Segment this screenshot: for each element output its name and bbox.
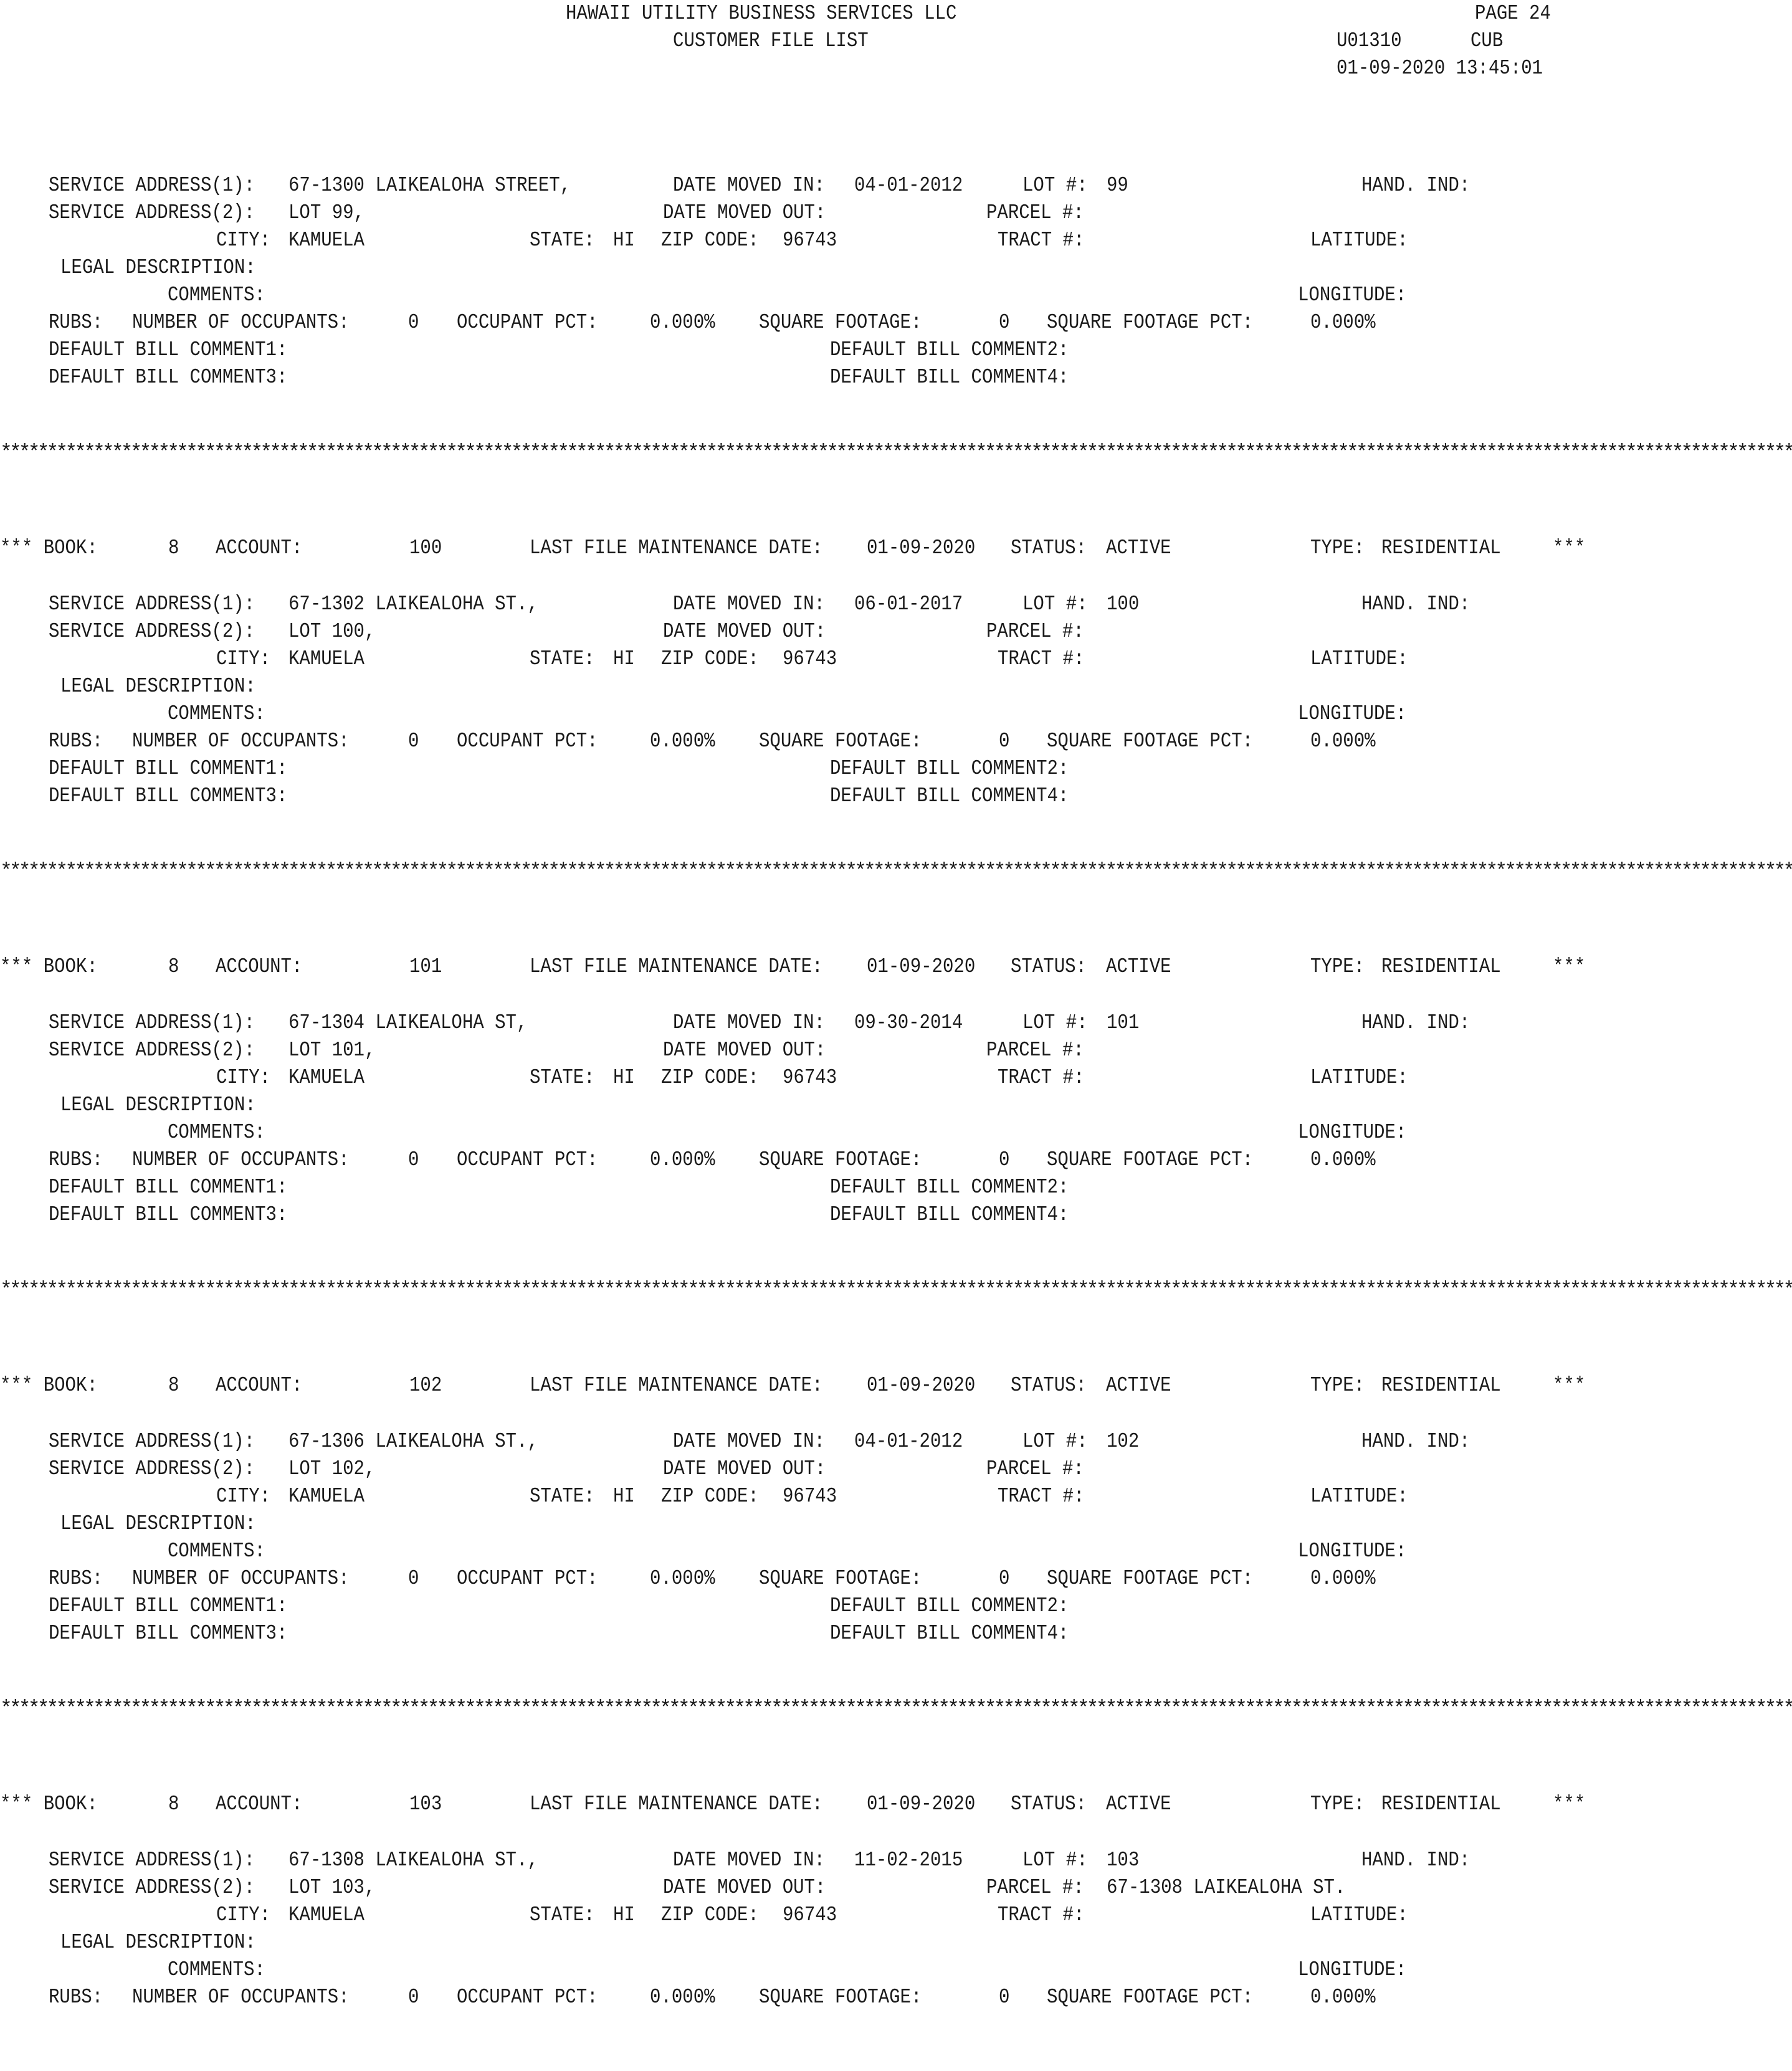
service-address-2-value: LOT 100,	[288, 620, 376, 643]
default-bill-comment4-label: DEFAULT BILL COMMENT4:	[830, 1622, 1069, 1645]
status-value: ACTIVE	[1106, 955, 1171, 978]
lot-value: 100	[1107, 593, 1140, 616]
zip-code-value: 96743	[783, 1485, 837, 1508]
default-bill-comment4-label: DEFAULT BILL COMMENT4:	[830, 784, 1069, 807]
zip-code-value: 96743	[783, 229, 837, 252]
account-value: 100	[409, 536, 442, 559]
default-bill-comment1-label: DEFAULT BILL COMMENT1:	[49, 1594, 288, 1617]
page-number: PAGE 24	[1475, 2, 1551, 25]
square-footage-pct-label: SQUARE FOOTAGE PCT:	[1047, 1567, 1254, 1590]
service-address-1-value: 67-1300 LAIKEALOHA STREET,	[288, 174, 571, 197]
service-address-2-value: LOT 101,	[288, 1039, 376, 1062]
status-label: STATUS:	[1011, 536, 1087, 559]
square-footage-value: 0	[999, 1986, 1010, 2009]
default-bill-comment2-label: DEFAULT BILL COMMENT2:	[830, 1594, 1069, 1617]
type-label: TYPE:	[1310, 955, 1365, 978]
square-footage-value: 0	[999, 1567, 1010, 1590]
book-value: 8	[168, 1792, 179, 1816]
occupants-value: 0	[408, 311, 419, 334]
square-footage-pct-label: SQUARE FOOTAGE PCT:	[1047, 311, 1254, 334]
lot-value: 101	[1107, 1011, 1140, 1034]
type-value: RESIDENTIAL	[1381, 955, 1501, 978]
latitude-label: LATITUDE:	[1310, 229, 1408, 252]
state-label: STATE:	[530, 1903, 595, 1926]
record-separator: *************************************************************************************************************************************************************************************************	[0, 441, 1792, 464]
occupants-label: NUMBER OF OCCUPANTS:	[132, 311, 350, 334]
occupant-pct-label: OCCUPANT PCT:	[457, 311, 598, 334]
legal-description-label: LEGAL DESCRIPTION:	[60, 1512, 256, 1535]
occupant-pct-label: OCCUPANT PCT:	[457, 730, 598, 753]
longitude-label: LONGITUDE:	[1298, 1540, 1407, 1563]
tract-label: TRACT #:	[998, 1485, 1085, 1508]
service-address-1-value: 67-1306 LAIKEALOHA ST.,	[288, 1430, 538, 1453]
date-moved-out-label: DATE MOVED OUT:	[663, 620, 826, 643]
default-bill-comment4-label: DEFAULT BILL COMMENT4:	[830, 1203, 1069, 1226]
tract-label: TRACT #:	[998, 229, 1085, 252]
status-label: STATUS:	[1011, 1792, 1087, 1816]
city-value: KAMUELA	[288, 647, 365, 670]
comments-label: COMMENTS:	[168, 283, 265, 307]
customer-record	[0, 536, 1589, 815]
square-footage-label: SQUARE FOOTAGE:	[759, 1148, 922, 1171]
tract-label: TRACT #:	[998, 1903, 1085, 1926]
type-label: TYPE:	[1310, 536, 1365, 559]
customer-record	[0, 955, 1589, 1234]
hand-ind-label: HAND. IND:	[1361, 174, 1470, 197]
square-footage-pct-value: 0.000%	[1310, 730, 1376, 753]
parcel-value: 67-1308 LAIKEALOHA ST.	[1107, 1876, 1346, 1899]
occupant-pct-label: OCCUPANT PCT:	[457, 1567, 598, 1590]
service-address-1-label: SERVICE ADDRESS(1):	[49, 174, 255, 197]
longitude-label: LONGITUDE:	[1298, 1958, 1407, 1981]
status-value: ACTIVE	[1106, 536, 1171, 559]
book-label: *** BOOK:	[0, 955, 98, 978]
square-footage-value: 0	[999, 1148, 1010, 1171]
tract-label: TRACT #:	[998, 1066, 1085, 1089]
square-footage-label: SQUARE FOOTAGE:	[759, 311, 922, 334]
status-value: ACTIVE	[1106, 1792, 1171, 1816]
square-footage-value: 0	[999, 311, 1010, 334]
occupant-pct-value: 0.000%	[650, 1986, 715, 2009]
date-moved-in-label: DATE MOVED IN:	[673, 1011, 825, 1034]
zip-code-label: ZIP CODE:	[661, 1903, 759, 1926]
square-footage-pct-label: SQUARE FOOTAGE PCT:	[1047, 1148, 1254, 1171]
date-moved-in-label: DATE MOVED IN:	[673, 1849, 825, 1872]
type-value: RESIDENTIAL	[1381, 536, 1501, 559]
date-moved-in-value: 04-01-2012	[854, 1430, 963, 1453]
default-bill-comment3-label: DEFAULT BILL COMMENT3:	[49, 784, 288, 807]
hand-ind-label: HAND. IND:	[1361, 1849, 1470, 1872]
state-value: HI	[613, 1485, 635, 1508]
state-label: STATE:	[530, 229, 595, 252]
company-name: HAWAII UTILITY BUSINESS SERVICES LLC	[566, 2, 957, 25]
occupants-value: 0	[408, 1567, 419, 1590]
latitude-label: LATITUDE:	[1310, 1903, 1408, 1926]
latitude-label: LATITUDE:	[1310, 647, 1408, 670]
city-label: CITY:	[216, 647, 271, 670]
date-moved-out-label: DATE MOVED OUT:	[663, 1039, 826, 1062]
longitude-label: LONGITUDE:	[1298, 1121, 1407, 1144]
account-label: ACCOUNT:	[216, 536, 303, 559]
zip-code-label: ZIP CODE:	[661, 1066, 759, 1089]
state-value: HI	[613, 1903, 635, 1926]
square-footage-pct-label: SQUARE FOOTAGE PCT:	[1047, 730, 1254, 753]
default-bill-comment3-label: DEFAULT BILL COMMENT3:	[49, 1203, 288, 1226]
square-footage-value: 0	[999, 730, 1010, 753]
last-maintenance-value: 01-09-2020	[867, 1374, 976, 1397]
record-separator: *************************************************************************************************************************************************************************************************	[0, 860, 1792, 883]
square-footage-pct-value: 0.000%	[1310, 1986, 1376, 2009]
square-footage-label: SQUARE FOOTAGE:	[759, 1986, 922, 2009]
lot-label: LOT #:	[1022, 593, 1088, 616]
city-label: CITY:	[216, 1066, 271, 1089]
heading-end-stars: ***	[1553, 955, 1586, 978]
date-moved-out-label: DATE MOVED OUT:	[663, 201, 826, 224]
lot-value: 99	[1107, 174, 1128, 197]
date-moved-in-label: DATE MOVED IN:	[673, 593, 825, 616]
rubs-label: RUBS:	[49, 311, 103, 334]
square-footage-pct-value: 0.000%	[1310, 1567, 1376, 1590]
type-label: TYPE:	[1310, 1374, 1365, 1397]
book-label: *** BOOK:	[0, 1792, 98, 1816]
occupants-value: 0	[408, 1148, 419, 1171]
occupant-pct-label: OCCUPANT PCT:	[457, 1986, 598, 2009]
city-value: KAMUELA	[288, 1066, 365, 1089]
status-value: ACTIVE	[1106, 1374, 1171, 1397]
last-maintenance-value: 01-09-2020	[867, 536, 976, 559]
occupant-pct-value: 0.000%	[650, 730, 715, 753]
occupant-pct-value: 0.000%	[650, 1567, 715, 1590]
customer-record	[0, 1374, 1589, 1652]
occupants-label: NUMBER OF OCCUPANTS:	[132, 730, 350, 753]
service-address-2-label: SERVICE ADDRESS(2):	[49, 1457, 255, 1480]
type-value: RESIDENTIAL	[1381, 1792, 1501, 1816]
legal-description-label: LEGAL DESCRIPTION:	[60, 1093, 256, 1116]
square-footage-pct-label: SQUARE FOOTAGE PCT:	[1047, 1986, 1254, 2009]
date-moved-in-value: 04-01-2012	[854, 174, 963, 197]
state-label: STATE:	[530, 1485, 595, 1508]
default-bill-comment2-label: DEFAULT BILL COMMENT2:	[830, 1176, 1069, 1199]
date-moved-in-value: 06-01-2017	[854, 593, 963, 616]
system-code: CUB	[1470, 29, 1504, 52]
customer-record	[0, 1792, 1589, 2071]
customer-record	[0, 172, 1589, 396]
city-label: CITY:	[216, 1485, 271, 1508]
service-address-2-value: LOT 99,	[288, 201, 365, 224]
book-value: 8	[168, 536, 179, 559]
rubs-label: RUBS:	[49, 1567, 103, 1590]
parcel-label: PARCEL #:	[986, 620, 1084, 643]
last-maintenance-label: LAST FILE MAINTENANCE DATE:	[530, 1374, 823, 1397]
city-value: KAMUELA	[288, 229, 365, 252]
service-address-2-value: LOT 103,	[288, 1876, 376, 1899]
date-moved-in-label: DATE MOVED IN:	[673, 174, 825, 197]
occupant-pct-value: 0.000%	[650, 311, 715, 334]
occupants-value: 0	[408, 1986, 419, 2009]
comments-label: COMMENTS:	[168, 1121, 265, 1144]
comments-label: COMMENTS:	[168, 1540, 265, 1563]
default-bill-comment2-label: DEFAULT BILL COMMENT2:	[830, 757, 1069, 780]
service-address-1-value: 67-1304 LAIKEALOHA ST,	[288, 1011, 528, 1034]
hand-ind-label: HAND. IND:	[1361, 1011, 1470, 1034]
square-footage-label: SQUARE FOOTAGE:	[759, 730, 922, 753]
state-label: STATE:	[530, 647, 595, 670]
report-header	[0, 0, 1589, 100]
last-maintenance-label: LAST FILE MAINTENANCE DATE:	[530, 536, 823, 559]
state-value: HI	[613, 1066, 635, 1089]
report-datetime: 01-09-2020 13:45:01	[1337, 57, 1543, 80]
service-address-2-label: SERVICE ADDRESS(2):	[49, 201, 255, 224]
hand-ind-label: HAND. IND:	[1361, 593, 1470, 616]
rubs-label: RUBS:	[49, 1986, 103, 2009]
zip-code-label: ZIP CODE:	[661, 647, 759, 670]
default-bill-comment3-label: DEFAULT BILL COMMENT3:	[49, 366, 288, 389]
account-value: 101	[409, 955, 442, 978]
legal-description-label: LEGAL DESCRIPTION:	[60, 675, 256, 698]
rubs-label: RUBS:	[49, 730, 103, 753]
service-address-1-label: SERVICE ADDRESS(1):	[49, 593, 255, 616]
service-address-1-value: 67-1308 LAIKEALOHA ST.,	[288, 1849, 538, 1872]
occupants-label: NUMBER OF OCCUPANTS:	[132, 1148, 350, 1171]
last-maintenance-label: LAST FILE MAINTENANCE DATE:	[530, 1792, 823, 1816]
last-maintenance-value: 01-09-2020	[867, 955, 976, 978]
service-address-2-value: LOT 102,	[288, 1457, 376, 1480]
service-address-2-label: SERVICE ADDRESS(2):	[49, 620, 255, 643]
heading-end-stars: ***	[1553, 1374, 1586, 1397]
square-footage-pct-value: 0.000%	[1310, 1148, 1376, 1171]
state-value: HI	[613, 647, 635, 670]
city-value: KAMUELA	[288, 1485, 365, 1508]
date-moved-out-label: DATE MOVED OUT:	[663, 1876, 826, 1899]
rubs-label: RUBS:	[49, 1148, 103, 1171]
default-bill-comment2-label: DEFAULT BILL COMMENT2:	[830, 338, 1069, 361]
occupants-label: NUMBER OF OCCUPANTS:	[132, 1567, 350, 1590]
book-label: *** BOOK:	[0, 536, 98, 559]
service-address-2-label: SERVICE ADDRESS(2):	[49, 1876, 255, 1899]
zip-code-label: ZIP CODE:	[661, 229, 759, 252]
square-footage-label: SQUARE FOOTAGE:	[759, 1567, 922, 1590]
status-label: STATUS:	[1011, 1374, 1087, 1397]
type-value: RESIDENTIAL	[1381, 1374, 1501, 1397]
default-bill-comment1-label: DEFAULT BILL COMMENT1:	[49, 1176, 288, 1199]
occupants-value: 0	[408, 730, 419, 753]
parcel-label: PARCEL #:	[986, 1876, 1084, 1899]
service-address-1-label: SERVICE ADDRESS(1):	[49, 1430, 255, 1453]
city-label: CITY:	[216, 1903, 271, 1926]
date-moved-in-label: DATE MOVED IN:	[673, 1430, 825, 1453]
square-footage-pct-value: 0.000%	[1310, 311, 1376, 334]
longitude-label: LONGITUDE:	[1298, 702, 1407, 725]
tract-label: TRACT #:	[998, 647, 1085, 670]
lot-value: 103	[1107, 1849, 1140, 1872]
report-title: CUSTOMER FILE LIST	[673, 29, 869, 52]
heading-end-stars: ***	[1553, 536, 1586, 559]
report-id: U01310	[1337, 29, 1402, 52]
lot-label: LOT #:	[1022, 1849, 1088, 1872]
hand-ind-label: HAND. IND:	[1361, 1430, 1470, 1453]
legal-description-label: LEGAL DESCRIPTION:	[60, 1931, 256, 1954]
account-label: ACCOUNT:	[216, 955, 303, 978]
account-label: ACCOUNT:	[216, 1792, 303, 1816]
city-value: KAMUELA	[288, 1903, 365, 1926]
book-value: 8	[168, 1374, 179, 1397]
default-bill-comment4-label: DEFAULT BILL COMMENT4:	[830, 366, 1069, 389]
lot-value: 102	[1107, 1430, 1140, 1453]
record-separator: *************************************************************************************************************************************************************************************************	[0, 1278, 1792, 1302]
service-address-1-value: 67-1302 LAIKEALOHA ST.,	[288, 593, 538, 616]
service-address-1-label: SERVICE ADDRESS(1):	[49, 1011, 255, 1034]
lot-label: LOT #:	[1022, 174, 1088, 197]
legal-description-label: LEGAL DESCRIPTION:	[60, 256, 256, 279]
comments-label: COMMENTS:	[168, 1958, 265, 1981]
heading-end-stars: ***	[1553, 1792, 1586, 1816]
default-bill-comment3-label: DEFAULT BILL COMMENT3:	[49, 1622, 288, 1645]
occupant-pct-value: 0.000%	[650, 1148, 715, 1171]
state-label: STATE:	[530, 1066, 595, 1089]
lot-label: LOT #:	[1022, 1430, 1088, 1453]
book-value: 8	[168, 955, 179, 978]
account-label: ACCOUNT:	[216, 1374, 303, 1397]
parcel-label: PARCEL #:	[986, 1457, 1084, 1480]
parcel-label: PARCEL #:	[986, 1039, 1084, 1062]
zip-code-value: 96743	[783, 647, 837, 670]
default-bill-comment1-label: DEFAULT BILL COMMENT1:	[49, 757, 288, 780]
city-label: CITY:	[216, 229, 271, 252]
state-value: HI	[613, 229, 635, 252]
book-label: *** BOOK:	[0, 1374, 98, 1397]
latitude-label: LATITUDE:	[1310, 1485, 1408, 1508]
parcel-label: PARCEL #:	[986, 201, 1084, 224]
occupants-label: NUMBER OF OCCUPANTS:	[132, 1986, 350, 2009]
service-address-1-label: SERVICE ADDRESS(1):	[49, 1849, 255, 1872]
longitude-label: LONGITUDE:	[1298, 283, 1407, 307]
zip-code-value: 96743	[783, 1903, 837, 1926]
account-value: 102	[409, 1374, 442, 1397]
zip-code-label: ZIP CODE:	[661, 1485, 759, 1508]
lot-label: LOT #:	[1022, 1011, 1088, 1034]
account-value: 103	[409, 1792, 442, 1816]
type-label: TYPE:	[1310, 1792, 1365, 1816]
last-maintenance-value: 01-09-2020	[867, 1792, 976, 1816]
comments-label: COMMENTS:	[168, 702, 265, 725]
status-label: STATUS:	[1011, 955, 1087, 978]
zip-code-value: 96743	[783, 1066, 837, 1089]
occupant-pct-label: OCCUPANT PCT:	[457, 1148, 598, 1171]
latitude-label: LATITUDE:	[1310, 1066, 1408, 1089]
service-address-2-label: SERVICE ADDRESS(2):	[49, 1039, 255, 1062]
record-separator: *************************************************************************************************************************************************************************************************	[0, 1697, 1792, 1720]
date-moved-in-value: 09-30-2014	[854, 1011, 963, 1034]
default-bill-comment1-label: DEFAULT BILL COMMENT1:	[49, 338, 288, 361]
date-moved-out-label: DATE MOVED OUT:	[663, 1457, 826, 1480]
last-maintenance-label: LAST FILE MAINTENANCE DATE:	[530, 955, 823, 978]
date-moved-in-value: 11-02-2015	[854, 1849, 963, 1872]
